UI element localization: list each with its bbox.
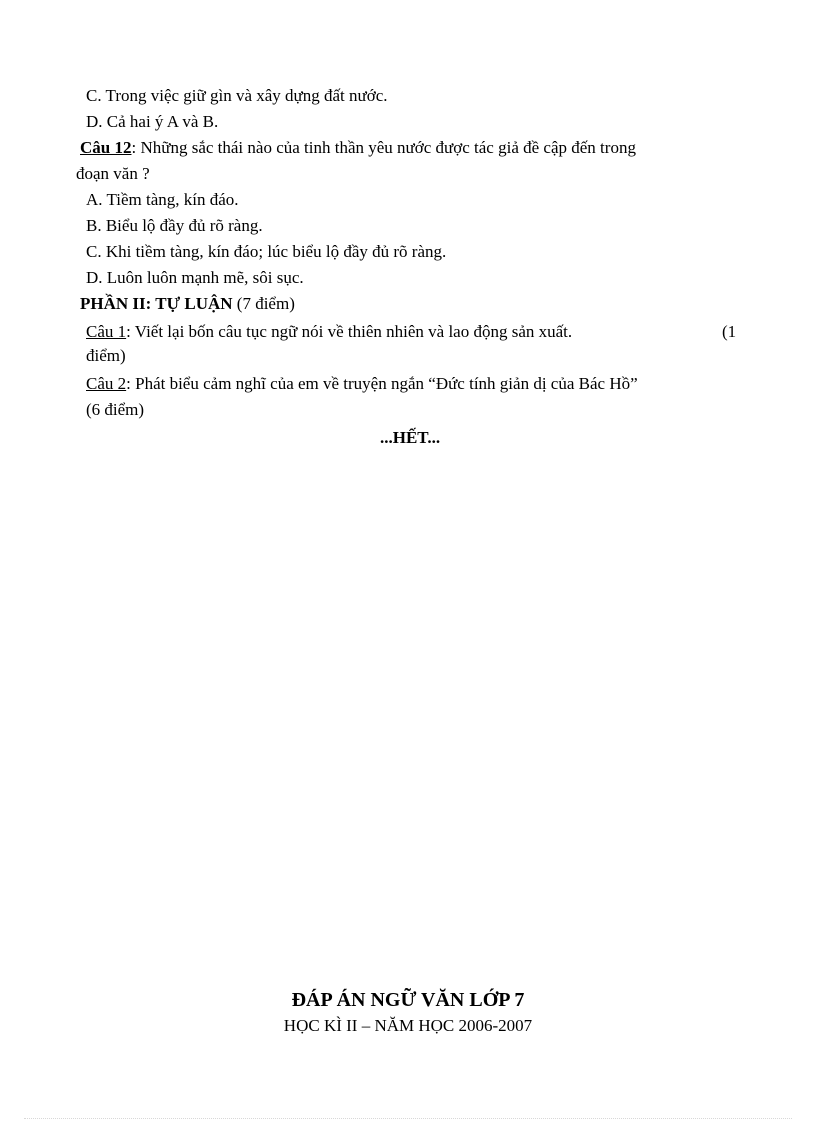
part2-q1-text: : Viết lại bốn câu tục ngữ nói về thiên nhiên và lao động sản xuất. <box>126 322 573 341</box>
part2-heading <box>80 294 295 314</box>
part2-q2-text: : Phát biểu cảm nghĩ của em về truyện ngắn “Đức tính giản dị của Bác Hồ” <box>126 374 638 393</box>
part2-points: (7 điểm) <box>232 294 295 313</box>
part2-q2 <box>86 374 638 394</box>
end-mark: ...HẾT... <box>380 428 441 447</box>
q12-option-d: D. Luôn luôn mạnh mẽ, sôi sục. <box>86 268 304 287</box>
q12-option-c: C. Khi tiềm tàng, kín đáo; lúc biểu lộ đầy đủ rõ ràng. <box>86 242 447 261</box>
q12-label: Câu 12 <box>80 138 132 157</box>
q12-question-line1 <box>80 138 636 158</box>
q11-option-d: D. Cả hai ý A và B. <box>86 112 219 131</box>
part2-title: PHẦN II: TỰ LUẬN <box>80 294 233 313</box>
q12-question-line2: đoạn văn ? <box>76 164 150 183</box>
q12-option-a: A. Tiềm tàng, kín đáo. <box>86 190 239 209</box>
part2-q1-label: Câu 1 <box>86 322 127 341</box>
page-bottom-divider <box>24 1118 792 1119</box>
answer-key-subtitle: HỌC KÌ II – NĂM HỌC 2006-2007 <box>283 1016 533 1035</box>
part2-q1-score-a: (1 <box>722 322 737 341</box>
part2-q1 <box>86 322 572 342</box>
part2-q2-score: (6 điểm) <box>86 400 145 419</box>
q12-text: : Những sắc thái nào của tinh thần yêu nước được tác giả đề cập đến trong <box>131 138 636 157</box>
q11-option-c: C. Trong việc giữ gìn và xây dựng đất nước. <box>86 86 388 105</box>
q12-option-b: B. Biểu lộ đầy đủ rõ ràng. <box>86 216 263 235</box>
part2-q1-score-b: điểm) <box>86 346 126 365</box>
answer-key-title: ĐÁP ÁN NGỮ VĂN LỚP 7 <box>291 989 525 1011</box>
part2-q2-label: Câu 2 <box>86 374 127 393</box>
